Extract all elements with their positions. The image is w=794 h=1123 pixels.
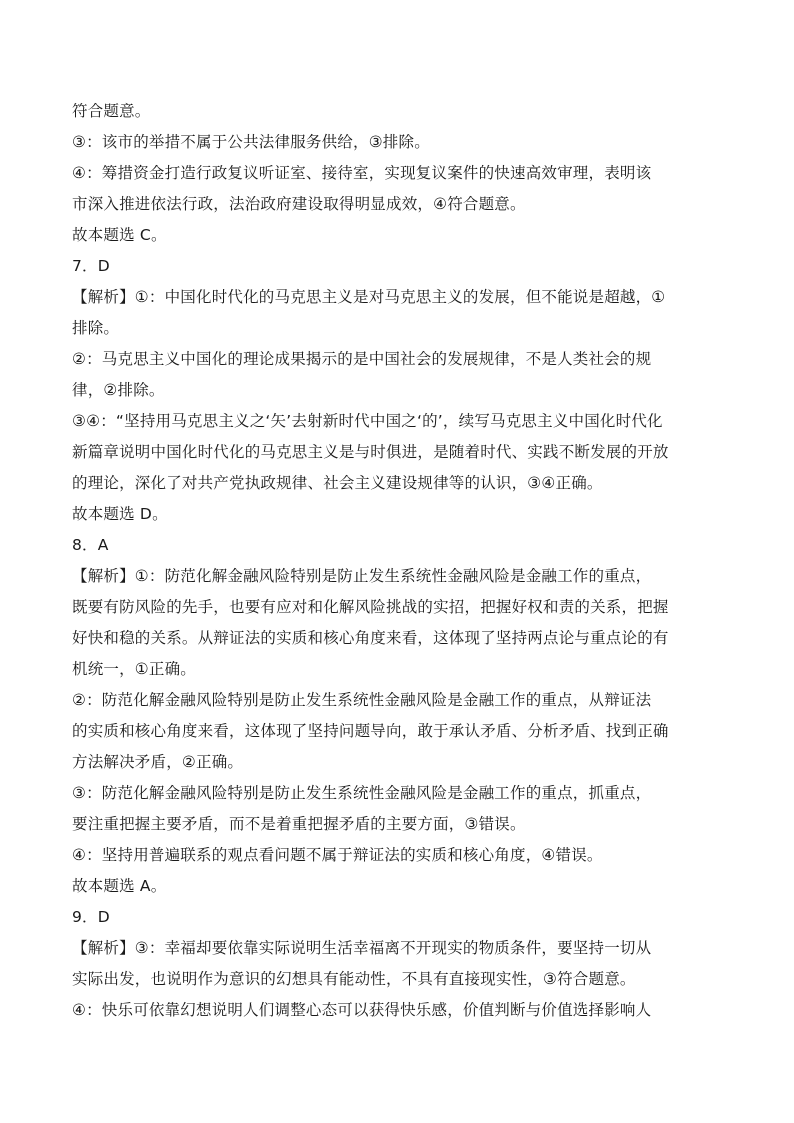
text-line: 新篇章说明中国化时代化的马克思主义是与时俱进，是随着时代、实践不断发展的开放 [72,443,669,461]
text-line: ④：筹措资金打造行政复议听证室、接待室，实现复议案件的快速高效审理，表明该 [72,164,652,182]
text-line: 符合题意。 [72,102,151,120]
text-line: 的理论，深化了对共产党执政规律、社会主义建设规律等的认识，③④正确。 [72,474,603,492]
text-line: 故本题选 D。 [72,505,168,523]
text-line: 实际出发，也说明作为意识的幻想具有能动性，不具有直接现实性，③符合题意。 [72,970,636,988]
text-line: ③④：“坚持用马克思主义之‘矢’去射新时代中国之‘的’，续写马克思主义中国化时代化 [72,412,663,430]
text-line: 【解析】①：中国化时代化的马克思主义是对马克思主义的发展，但不能说是超越，① [72,288,666,306]
text-line: 要注重把握主要矛盾，而不是着重把握矛盾的主要方面，③错误。 [72,815,526,833]
text-line: 机统一，①正确。 [72,660,196,678]
text-line: 好快和稳的关系。从辩证法的实质和核心角度来看，这体现了坚持两点论与重点论的有 [72,629,669,647]
text-line: ③：该市的举措不属于公共法律服务供给，③排除。 [72,133,430,151]
text-line: 排除。 [72,319,120,337]
text-line: 【解析】③：幸福却要依靠实际说明生活幸福离不开现实的物质条件，要坚持一切从 [72,939,652,957]
text-line: 方法解决矛盾，②正确。 [72,753,244,771]
text-line: 故本题选 C。 [72,226,167,244]
text-line: 【解析】①：防范化解金融风险特别是防止发生系统性金融风险是金融工作的重点， [72,567,652,585]
text-line: ②：马克思主义中国化的理论成果揭示的是中国社会的发展规律，不是人类社会的规 [72,350,652,368]
text-line: ②：防范化解金融风险特别是防止发生系统性金融风险是金融工作的重点，从辩证法 [72,691,652,709]
text-line: ④：坚持用普遍联系的观点看问题不属于辩证法的实质和核心角度，④错误。 [72,846,603,864]
text-line: ④：快乐可依靠幻想说明人们调整心态可以获得快乐感，价值判断与价值选择影响人 [72,1001,652,1019]
question-number-9: 9．D [72,908,110,926]
question-number-7: 7．D [72,257,110,275]
text-line: 市深入推进依法行政，法治政府建设取得明显成效，④符合题意。 [72,195,526,213]
text-line: 故本题选 A。 [72,877,167,895]
text-line: 既要有防风险的先手，也要有应对和化解风险挑战的实招，把握好权和责的关系，把握 [72,598,669,616]
document-body [72,96,682,1026]
text-line: ③：防范化解金融风险特别是防止发生系统性金融风险是金融工作的重点，抓重点， [72,784,652,802]
question-number-8: 8．A [72,536,109,554]
text-line: 的实质和核心角度来看，这体现了坚持问题导向，敢于承认矛盾、分析矛盾、找到正确 [72,722,669,740]
text-line: 律，②排除。 [72,381,165,399]
